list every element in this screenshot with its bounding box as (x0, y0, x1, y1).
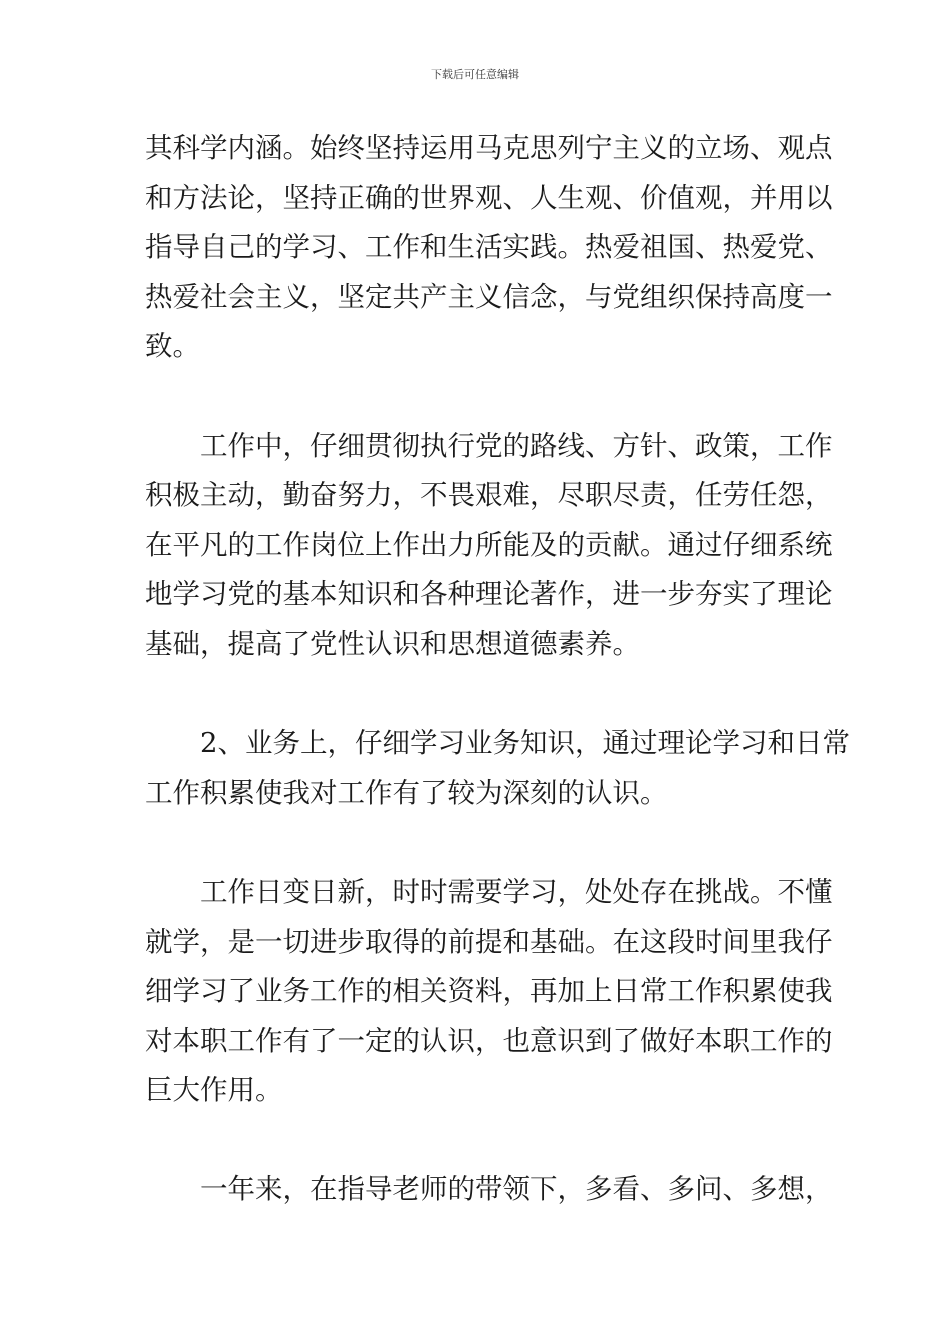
text-line: 工作中，仔细贯彻执行党的路线、方针、政策，工作 (200, 429, 833, 462)
text-line: 致。 (145, 330, 200, 363)
text-line: 巨大作用。 (145, 1074, 283, 1107)
paragraph-gap (145, 1116, 810, 1166)
text-line: 在平凡的工作岗位上作出力所能及的贡献。通过仔细系统 (145, 528, 833, 561)
text-line: 和方法论，坚持正确的世界观、人生观、价值观，并用以 (145, 181, 833, 214)
text-line: 指导自己的学习、工作和生活实践。热爱祖国、热爱党、 (145, 231, 833, 264)
text-line: 就学，是一切进步取得的前提和基础。在这段时间里我仔 (145, 925, 833, 958)
text-line: 工作积累使我对工作有了较为深刻的认识。 (145, 776, 668, 809)
paragraph (145, 124, 833, 372)
paragraph (145, 719, 850, 818)
paragraph (145, 1165, 833, 1215)
page-header: 下载后可任意编辑 (431, 68, 519, 81)
text-line: 基础，提高了党性认识和思想道德素养。 (145, 627, 640, 660)
text-line: 工作日变日新，时时需要学习，处处存在挑战。不懂 (200, 875, 833, 908)
paragraph-gap (145, 670, 810, 720)
text-line: 热爱社会主义，坚定共产主义信念，与党组织保持高度一 (145, 280, 833, 313)
text-line: 细学习了业务工作的相关资料，再加上日常工作积累使我 (145, 975, 833, 1008)
paragraph-gap (145, 372, 810, 422)
paragraph (145, 868, 833, 1116)
text-line: 对本职工作有了一定的认识，也意识到了做好本职工作的 (145, 1024, 833, 1057)
text-line: 积极主动，勤奋努力，不畏艰难，尽职尽责，任劳任怨， (145, 479, 833, 512)
paragraph-gap (145, 818, 810, 868)
text-line: 地学习党的基本知识和各种理论著作，进一步夯实了理论 (145, 578, 833, 611)
text-line: 2、业务上，仔细学习业务知识，通过理论学习和日常 (200, 727, 850, 760)
paragraph (145, 422, 833, 670)
document-body (145, 124, 850, 1215)
text-line: 其科学内涵。始终坚持运用马克思列宁主义的立场、观点 (145, 132, 833, 164)
text-line: 一年来，在指导老师的带领下，多看、多问、多想， (200, 1173, 833, 1206)
